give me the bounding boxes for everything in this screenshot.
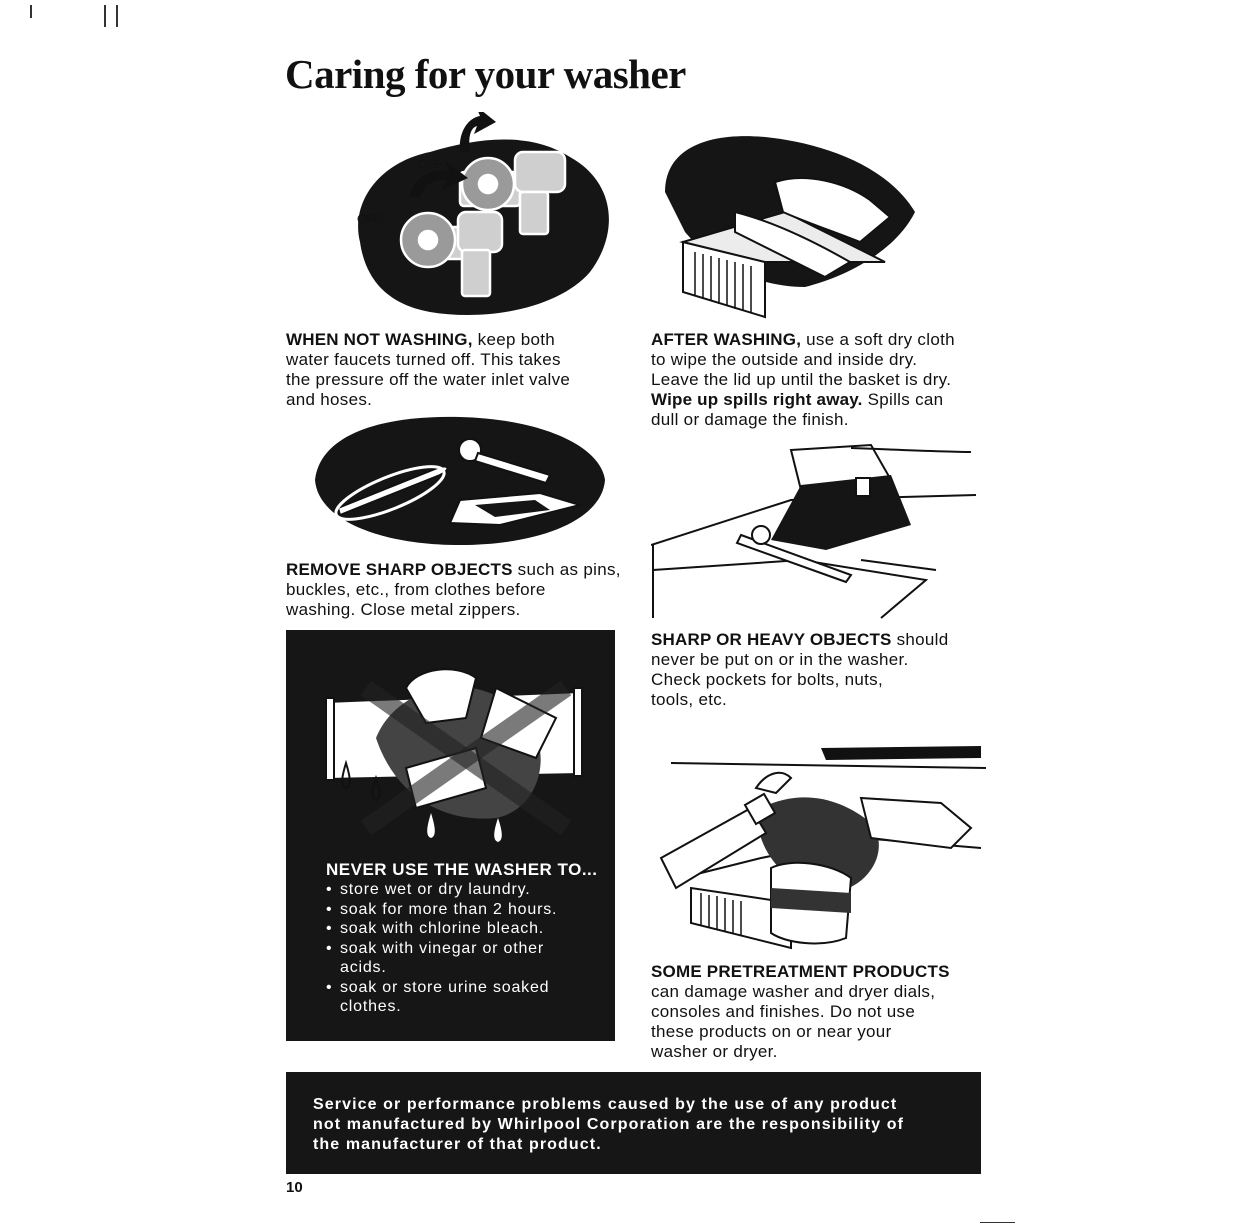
faucets-line: water faucets turned off. This takes <box>286 350 561 369</box>
sharp-objects-paragraph <box>286 560 626 620</box>
never-use-heading: NEVER USE THE WASHER TO... <box>326 860 598 879</box>
after-line: dull or damage the finish. <box>651 410 849 429</box>
pretreat-line: consoles and finishes. Do not use <box>651 1002 916 1021</box>
hand-wiping-cloth-illustration <box>655 112 930 320</box>
crossed-out-laundry-illustration <box>316 648 586 858</box>
after-line: to wipe the outside and inside dry. <box>651 350 918 369</box>
after-line: Leave the lid up until the basket is dry. <box>651 370 952 389</box>
sharp-line: washing. Close metal zippers. <box>286 600 521 619</box>
scan-mark <box>980 1222 1015 1223</box>
sharp-heading: REMOVE SHARP OBJECTS <box>286 560 513 579</box>
faucets-paragraph <box>286 330 626 410</box>
list-item: • soak for more than 2 hours. <box>324 900 584 920</box>
scan-mark <box>116 5 118 27</box>
never-use-list <box>324 880 584 1017</box>
pretreat-line: can damage washer and dryer dials, <box>651 982 936 1001</box>
scan-mark <box>30 5 32 18</box>
heavy-line: never be put on or in the washer. <box>651 650 909 669</box>
water-faucets-illustration <box>340 112 620 320</box>
heavy-line: tools, etc. <box>651 690 728 709</box>
service-notice <box>286 1072 981 1174</box>
service-line: Service or performance problems caused by the use of any product <box>313 1096 898 1113</box>
pretreat-line: these products on or near your <box>651 1022 892 1041</box>
heavy-heading: SHARP OR HEAVY OBJECTS <box>651 630 892 649</box>
faucet-off-label: OFF <box>357 212 381 226</box>
heavy-objects-paragraph <box>651 630 991 710</box>
faucets-line: the pressure off the water inlet valve <box>286 370 571 389</box>
never-use-panel <box>286 630 615 1041</box>
heavy-line: Check pockets for bolts, nuts, <box>651 670 883 689</box>
pretreatment-paragraph <box>651 962 996 1062</box>
spray-bottle-illustration <box>651 738 986 953</box>
pretreat-line: washer or dryer. <box>651 1042 778 1061</box>
page-number: 10 <box>286 1179 303 1196</box>
faucets-line: and hoses. <box>286 390 373 409</box>
list-item: • soak or store urine soaked clothes. <box>324 978 584 1017</box>
after-line: Spills can <box>862 390 944 409</box>
list-item: • store wet or dry laundry. <box>324 880 584 900</box>
after-line: use a soft dry cloth <box>801 330 955 349</box>
list-item: • soak with chlorine bleach. <box>324 919 584 939</box>
pins-buckle-illustration <box>310 405 610 555</box>
service-notice-text <box>286 1072 981 1155</box>
faucets-heading: WHEN NOT WASHING, <box>286 330 473 349</box>
faucets-line: keep both <box>472 330 556 349</box>
after-heading: AFTER WASHING, <box>651 330 802 349</box>
page-title: Caring for your washer <box>285 51 686 97</box>
after-washing-paragraph <box>651 330 996 430</box>
wipe-spills-heading: Wipe up spills right away. <box>651 390 863 409</box>
service-line: not manufactured by Whirlpool Corporation are the responsibility of <box>313 1116 905 1133</box>
faucet-off-label: OFF <box>418 157 442 171</box>
list-item: • soak with vinegar or other acids. <box>324 939 584 978</box>
pretreatment-heading: SOME PRETREATMENT PRODUCTS <box>651 962 950 981</box>
service-line: the manufacturer of that product. <box>313 1136 602 1153</box>
scan-mark <box>104 5 106 27</box>
washer-lid-objects-illustration <box>651 440 981 620</box>
sharp-line: such as pins, <box>512 560 621 579</box>
heavy-line: should <box>891 630 949 649</box>
sharp-line: buckles, etc., from clothes before <box>286 580 546 599</box>
